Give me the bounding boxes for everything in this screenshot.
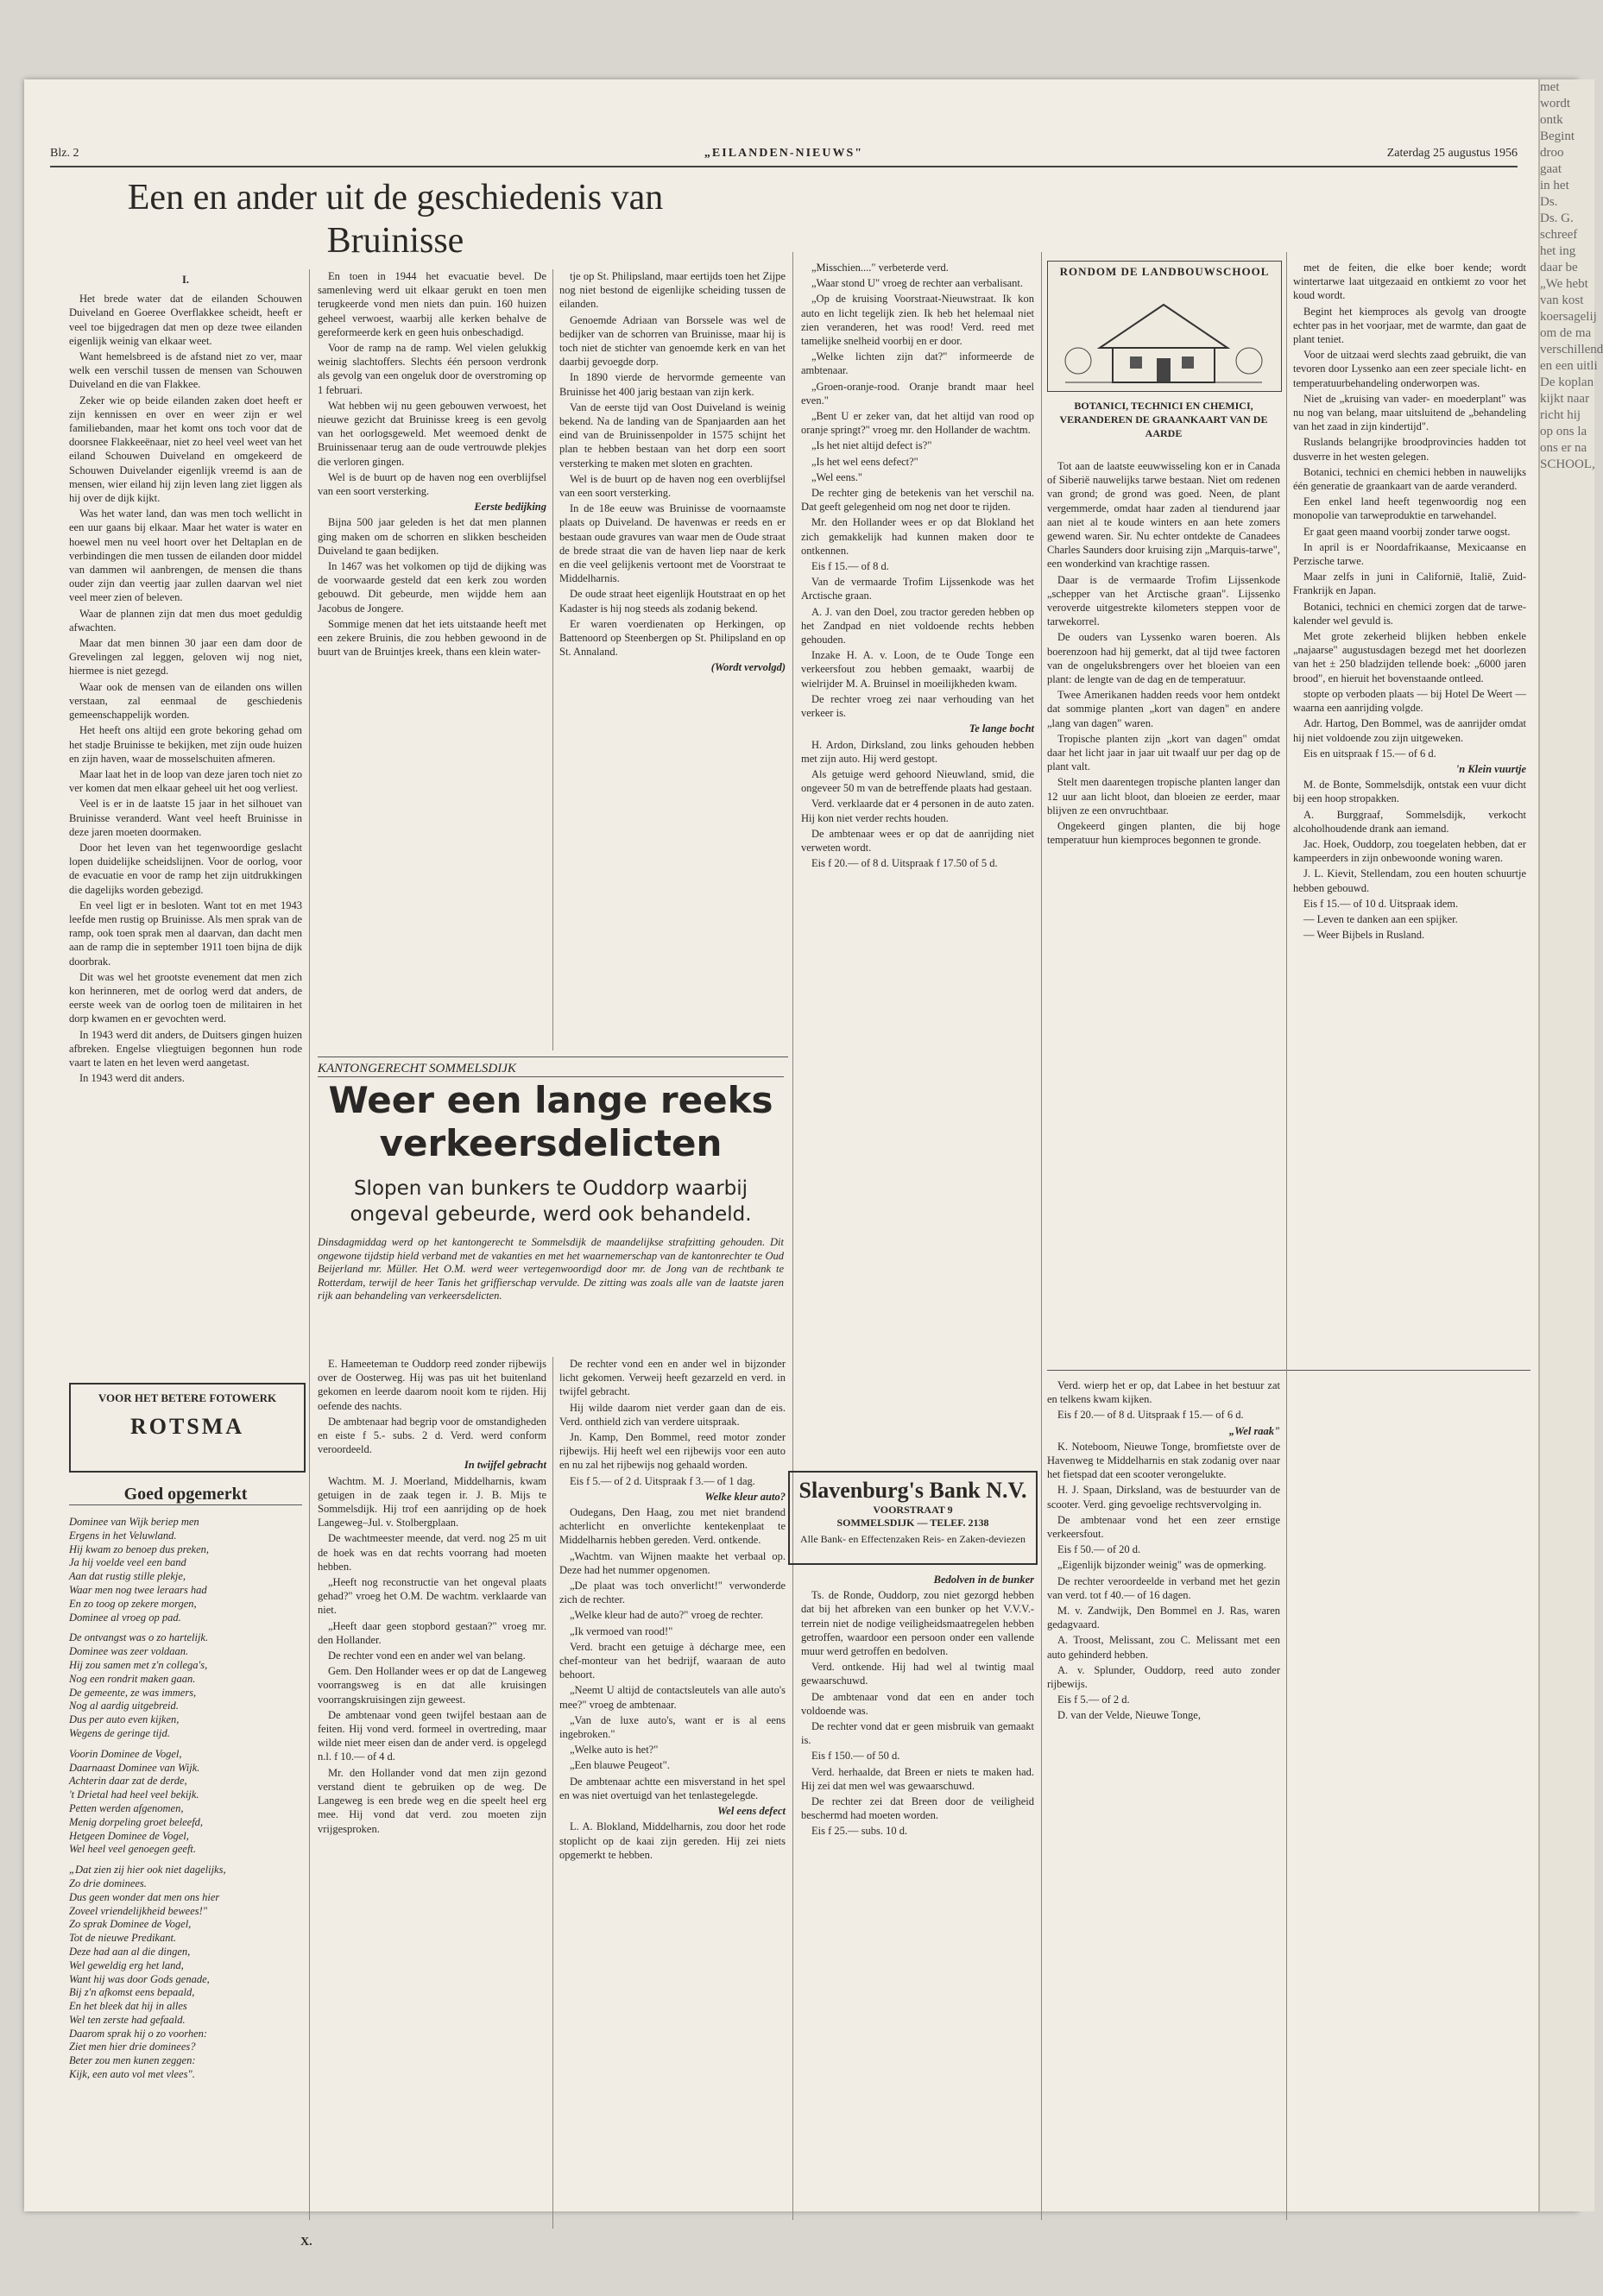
paragraph: Eis f 20.— of 8 d. Uitspraak f 15.— of 6 d. <box>1057 1409 1244 1422</box>
bleed-fragment: De koplan <box>1540 375 1594 389</box>
paragraph: De rechter veroordeelde in verband met het gezin van verd. tot f 40.— of 16 dagen. <box>1047 1574 1280 1601</box>
paragraph: Te lange bocht <box>969 722 1034 735</box>
paragraph: Maar laat het in de loop van deze jaren toch niet zo ver komen dat men elkaar geheel uit het oog verliest. <box>69 767 302 795</box>
paragraph: „Groen-oranje-rood. Oranje brandt maar heel even." <box>801 380 1034 407</box>
paragraph: „Ik vermoed van rood!" <box>570 1624 673 1637</box>
paragraph: De ambtenaar vond het een zeer ernstige verkeersfout. <box>1047 1513 1280 1541</box>
paragraph: In 1890 vierde de hervormde gemeente van Bruinisse het 400 jarig bestaan van zijn kerk. <box>559 371 786 398</box>
column-rule <box>552 269 553 1050</box>
bleed-fragment: ontk <box>1540 113 1563 127</box>
paragraph: H. Ardon, Dirksland, zou links gehouden hebben met zijn auto. Hij werd gestopt. <box>801 738 1034 765</box>
paragraph: Eis en uitspraak f 15.— of 6 d. <box>1303 747 1436 760</box>
paragraph: H. J. Spaan, Dirksland, was de bestuurder van de scooter. Verd. ging gevoelige rechtsvervolging in. <box>1047 1484 1280 1511</box>
paragraph: Eis f 15.— of 8 d. <box>811 560 889 573</box>
column-rule <box>552 1357 553 2229</box>
column-rule <box>792 252 793 2220</box>
bank-name: Slavenburg's Bank N.V. <box>798 1478 1027 1503</box>
paragraph: Genoemde Adriaan van Borssele was wel de bedijker van de schorren van Bruinisse, maar hij is toch niet de stichter van genoemde kerk en van het daarbij gevoegde dorp. <box>559 313 786 369</box>
paragraph: De rechter vond dat er geen misbruik van gemaakt is. <box>801 1720 1034 1747</box>
bleed-fragment: op ons la <box>1540 425 1587 438</box>
paragraph: De ambtenaar achtte een misverstand in het spel en was niet overtuigd van het tenlastegelegde. <box>559 1775 786 1801</box>
paragraph: Botanici, technici en chemici zorgen dat de tarwe-kalender wel gevuld is. <box>1293 600 1526 627</box>
paragraph: „Op de kruising Voorstraat-Nieuwstraat. Ik kon auto en licht tegelijk zien. Ik heb het helemaal niet zien veranderen, het was rood! Verd. reed met tamelijke snelheid voorbij en er door. <box>801 293 1034 348</box>
paragraph: Tropische planten zijn „kort van dagen" omdat daar het licht jaar in jaar uit twaalf uur per dag op de plant valt. <box>1047 732 1280 773</box>
adjacent-page-edge <box>1538 79 1603 2211</box>
paragraph: Sommige menen dat het iets uitstaande heeft met een zekere Bruinis, die zou hebben gewoond in de buurt van de Bruintjes kreek, thans een klein water- <box>318 617 546 659</box>
paragraph: 'n Klein vuurtje <box>1455 762 1526 775</box>
column-rule <box>1286 252 1287 2220</box>
paragraph: Wel eens defect <box>717 1805 786 1818</box>
bleed-fragment: het ing <box>1540 244 1576 258</box>
paragraph: De ambtenaar vond geen twijfel bestaan aan de feiten. Hij vond verd. formeel in overtreding, maar wilde niet meer eisen dan de ander verd. is opgelegd n.l. f 10.— of 4 d. <box>318 1708 546 1763</box>
paragraph: De ouders van Lyssenko waren boeren. Als boerenzoon had hij gemerkt, dat al tijd twee factoren van de ongeluksbrengers over het bloeien van een plant: de lengte van de dag en de temperatuur. <box>1047 631 1280 686</box>
paragraph: Verd. wierp het er op, dat Labee in het bestuur zat en telkens kwam kijken. <box>1047 1379 1280 1406</box>
paragraph: De wachtmeester meende, dat verd. nog 25 m uit de hoek was en dat rechts voorrang had moeten hebben. <box>318 1532 546 1573</box>
headline: Weer een lange reeks verkeersdelicten <box>328 1079 773 1164</box>
paragraph: „Wachtm. van Wijnen maakte het verbaal op. Deze had het nummer opgenomen. <box>559 1549 786 1576</box>
paper-name: „EILANDEN-NIEUWS" <box>704 147 864 160</box>
bleed-fragment: kijkt naar <box>1540 392 1590 406</box>
paragraph: Eis f 20.— of 8 d. Uitspraak f 17.50 of 5 d. <box>811 857 998 870</box>
section-number: I. <box>182 274 189 286</box>
paragraph: Verd. herhaalde, dat Breen er niets te maken had. Hij zei dat men wel was gewaarschuwd. <box>801 1765 1034 1792</box>
paragraph: „Wel raak" <box>1228 1424 1280 1437</box>
bank-phone: TELEF. 2138 <box>930 1517 989 1529</box>
science-col <box>1047 459 1280 1366</box>
rotsma-advert <box>69 1383 306 1473</box>
paragraph: Er waren voerdienaten op Herkingen, op Battenoord op Steenbergen op St. Philipsland en op St. Annaland. <box>559 617 786 659</box>
paragraph: Mr. den Hollander vond dat men zijn gezond verstand dient te gebruiken op de weg. De Langeweg is een brede weg en die speelt heel erg mee. Hij vond dat verd. zou moeten zijn vrijgesproken. <box>318 1766 546 1835</box>
paragraph: Van de vermaarde Trofim Lijssenkode was het Arctische graan. <box>801 576 1034 602</box>
paragraph: Eerste bedijking <box>474 501 546 514</box>
logo-text: RONDOM DE LANDBOUWSCHOOL <box>1059 265 1270 278</box>
paragraph: „Heeft daar geen stopbord gestaan?" vroeg mr. den Hollander. <box>318 1619 546 1646</box>
paragraph: Een enkel land heeft tegenwoordig nog een monopolie van tarweproduktie en tarwehandel. <box>1293 495 1526 522</box>
paragraph: Met grote zekerheid blijken hebben enkele „najaarse" augustusdagen bezegd met het doorlezen van het ± 250 bladzijden tellende boek: „6000 jaren brood", en hieruit het bovenstaande ontleed. <box>1293 630 1526 684</box>
science-headline: BOTANICI, TECHNICI EN CHEMICI, VERANDEREN DE GRAANKAART VAN DE AARDE <box>1059 400 1268 440</box>
poem-title: Goed opgemerkt <box>69 1485 302 1505</box>
bleed-fragment: met <box>1540 80 1560 94</box>
landbouwschool-logo <box>1047 261 1282 392</box>
page-header <box>50 147 1518 167</box>
article-title: Een en ander uit de geschiedenis van Bruinisse <box>127 178 664 261</box>
bleed-fragment: om de ma <box>1540 326 1592 340</box>
paragraph: De rechter zei dat Breen door de veiligheid beschermd had moeten worden. <box>801 1795 1034 1822</box>
article-col-2 <box>318 269 546 1050</box>
bleed-fragment: gaat <box>1540 162 1562 176</box>
paragraph: Begint het kiemproces als gevolg van droogte echter pas in het voorjaar, met de warmte, dan gaat de plant teniet. <box>1293 305 1526 346</box>
paragraph: „Een blauwe Peugeot". <box>570 1759 670 1772</box>
paragraph: „Bent U er zeker van, dat het altijd van rood op oranje springt?" vroeg mr. den Hollander de wachtm. <box>801 410 1034 437</box>
paragraph: „Misschien...." verbeterde verd. <box>811 262 949 274</box>
paragraph: De oude straat heet eigenlijk Houtstraat en op het Kadaster is hij nog steeds als zodanig bekend. <box>559 588 786 615</box>
signature-mark: X. <box>300 2236 312 2249</box>
paragraph: M. de Bonte, Sommelsdijk, ontstak een vuur dicht bij een hoop stropakken. <box>1293 779 1526 805</box>
paragraph: A. Burggraaf, Sommelsdijk, verkocht alcoholhoudende drank aan iemand. <box>1293 808 1526 835</box>
paragraph: De ambtenaar vond dat een en ander toch voldoende was. <box>801 1690 1034 1717</box>
poem-stanza: Voorin Dominee de Vogel, Daarnaast Dominee van Wijk. Achterin daar zat de derde, 't Drietal had heel veel bekijk. Petten werden afgenomen, Menig dorpeling groet beleefd, Hetgeen Dominee de Vogel, Wel heel veel genoegen geeft. <box>69 1747 204 1856</box>
paragraph: De rechter ging de betekenis van het verschil na. Dat geeft gelegenheid om nog net door te rijden. <box>801 487 1034 514</box>
bleed-fragment: in het <box>1540 179 1569 192</box>
paragraph: Niet de „kruising van vader- en moederplant" was nu nog van belang, maar uitsluitend de „behandeling van het zaad in zijn kindertijd". <box>1293 392 1526 433</box>
bleed-fragment: Ds. G. <box>1540 211 1574 225</box>
paragraph: Van de eerste tijd van Oost Duiveland is weinig bekend. Na de landing van de Spanjaarden aan het eind van de Bruinissenpolder in 1575 schijnt het plan te hebben bestaan van het dorp een soort versterking te maken met sloten en grachten. <box>559 401 786 470</box>
paragraph: Verd. verklaarde dat er 4 personen in de auto zaten. Hij kon niet verder rechts houden. <box>801 798 1034 824</box>
bank-tagline: Alle Bank- en Effectenzaken Reis- en Zaken-deviezen <box>800 1533 1026 1545</box>
bleed-fragment: daar be <box>1540 261 1578 274</box>
paragraph: Ongekeerd gingen planten, die bij hoge temperatuur hun kiemproces begonnen te gronde. <box>1047 820 1280 847</box>
paragraph: Voor de uitzaai werd slechts zaad gebruikt, die van tevoren door Lyssenko aan een zeer speciale licht- en temperatuurbehandeling onderworpen was. <box>1293 349 1526 389</box>
paragraph: met de feiten, die elke boer kende; wordt wintertarwe laat uitgezaaid en ontkiemt zo voor het koud wordt. <box>1293 262 1526 302</box>
lead-paragraph: Dinsdagmiddag werd op het kantongerecht te Sommelsdijk de maandelijkse strafzitting gehouden. Dit ongewone tijdstip hield verband met de vakanties en met het waarnemerschap van de kantonrechter te Oud Beijerland mr. Müller. Het O.M. werd weer vertegenwoordigd door mr. de Jong van de rechtbank te Rotterdam, terwijl de heer Tanis het griffierschap vervulde. De zitting was zoals alle van de laatste jaren rijk aan behandeling van verkeersdelicten. <box>318 1236 784 1303</box>
bleed-fragment: verschillend <box>1540 343 1603 356</box>
subheadline: Slopen van bunkers te Ouddorp waarbij ongeval gebeurde, werd ook behandeld. <box>350 1177 752 1226</box>
poem-stanza: De ontvangst was o zo hartelijk. Dominee was zeer voldaan. Hij zou samen met z'n collega's, Nog een rondrit maken gaan. De gemeente, ze was immers, Nog al aardig uitgebreid. Dus per auto even kijken, Wegens de geringe tijd. <box>69 1631 209 1739</box>
paragraph: Botanici, technici en chemici hebben in nauwelijks één generatie de graankaart van de aarde veranderd. <box>1293 465 1526 493</box>
paragraph: Dit was wel het grootste evenement dat men zich kon herinneren, met de oorlog werd dat anders, de eerste week van de oorlog toen de militairen in het dorp kwamen en er gevochten werd. <box>69 970 302 1025</box>
bank-advert: Slavenburg's Bank N.V. VOORSTRAAT 9 SOMMELSDIJK — TELEF. 2138 Alle Bank- en Effectenzaken Reis- en Zaken-deviezen <box>788 1471 1038 1565</box>
paragraph: Het heeft ons altijd een grote bekoring gehad om het stadje Bruinisse te bekijken, met zijn oude huizen en zijn haven, waar de mosselschuiten afmeren. <box>69 724 302 765</box>
bleed-fragment: wordt <box>1540 97 1570 110</box>
paragraph: K. Noteboom, Nieuwe Tonge, bromfietste over de Havenweg te Middelharnis en stak zodanig over naar het fietspad dat een scooter verongelukte. <box>1047 1440 1280 1481</box>
paragraph: E. Hameeteman te Ouddorp reed zonder rijbewijs over de Oosterweg. Hij was pas uit het buitenland gekomen en leerde daarom nooit kom te rijden. Hij oefende des nachts. <box>318 1358 546 1412</box>
paragraph: Eis f 15.— of 10 d. Uitspraak idem. <box>1303 897 1459 910</box>
paragraph: En veel ligt er in besloten. Want tot en met 1943 leefde men rustig op Bruinisse. Als men sprak van de ramp, ook toen sprak men al daarvan, dan dacht men aan de ramp die in september 1911 toen bijna de dijk doorbrak. <box>69 899 302 968</box>
column-rule <box>309 269 310 2220</box>
paragraph: tje op St. Philipsland, maar eertijds toen het Zijpe nog niet bestond de eigenlijke scheiding tussen de eilanden. <box>559 270 786 311</box>
paragraph: — Weer Bijbels in Rusland. <box>1303 929 1425 942</box>
bleed-fragment: schreef <box>1540 228 1578 242</box>
bank-city: SOMMELSDIJK <box>836 1517 915 1529</box>
issue-date: Zaterdag 25 augustus 1956 <box>1386 147 1518 160</box>
paragraph: Welke kleur auto? <box>704 1490 786 1503</box>
paragraph: Inzake H. A. v. Loon, de te Oude Tonge een verkeersfout zou hebben gemaakt, waarbij de wielrijder M. A. Bruinsel in moeilijkheden kwam. <box>801 649 1034 690</box>
paragraph: Want hemelsbreed is de afstand niet zo ver, maar welk een verschil tussen de mensen van Schouwen Duiveland en die van Flakkee. <box>69 350 302 391</box>
paragraph: „Wel eens." <box>811 470 862 483</box>
paragraph: (Wordt vervolgd) <box>710 661 786 674</box>
paragraph: In 1467 was het volkomen op tijd de dijking was de voorwaarde gesteld dat een kerk zou worden gebouwd. Dit gebeurde, men wijdde hem aan Jacobus de Jongere. <box>318 560 546 615</box>
paragraph: De rechter vroeg zei naar verhouding van het verkeer is. <box>801 692 1034 720</box>
paragraph: D. van der Velde, Nieuwe Tonge, <box>1057 1709 1201 1722</box>
bleed-fragment: richt hij <box>1540 408 1581 422</box>
paragraph: Wel is de buurt op de haven nog een overblijfsel van een soort versterking. <box>318 470 546 498</box>
paragraph: Eis f 5.— of 2 d. Uitspraak f 3.— of 1 dag. <box>570 1474 755 1487</box>
paragraph: M. v. Zandwijk, Den Bommel en J. Ras, waren gedagvaard. <box>1047 1605 1280 1631</box>
farmhouse-icon <box>1048 279 1279 391</box>
paragraph: Wachtm. M. J. Moerland, Middelharnis, kwam getuigen in de zaak tegen ir. J. B. Mijs te Sommelsdijk. Hij trof een aanrijding op de hoek Langeweg–Jul. v. Stolbergplaan. <box>318 1474 546 1530</box>
paragraph: Hij wilde daarom niet verder gaan dan de eis. Verd. onthield zich van verdere uitspraak. <box>559 1401 786 1428</box>
paragraph: „Waar stond U" vroeg de rechter aan verbalisant. <box>811 277 1023 290</box>
advert-name: ROTSMA <box>129 1414 245 1439</box>
poem-stanza: Dominee van Wijk beriep men Ergens in het Veluwland. Hij kwam zo benoep dus preken, Ja hij voelde veel een band Aan dat rustig stille plekje, Waar men nog twee leraars had En zo toog op zekere morgen, Dominee al vroeg op pad. <box>69 1516 210 1624</box>
paragraph: „Heeft nog reconstructie van het ongeval plaats gehad?" vroeg het O.M. De wachtm. verklaarde van niet. <box>318 1576 546 1617</box>
poem-stanza: „Dat zien zij hier ook niet dagelijks, Zo drie dominees. Dus geen wonder dat men ons hier Zoveel vriendelijkheid bewees!" Zo sprak Dominee de Vogel, Tot de nieuwe Predikant. Deze had aan al die dingen, Wel geweldig erg het land, Want hij was door Gods genade, Bij z'n afkomst eens bepaald, En het bleek dat hij in alles Wel ten zerste had gefaald. Daarom sprak hij o zo voorhen: Ziet men hier drie dominees? Beter zou men kunen zeggen: Kijk, een auto vol met vlees". <box>69 1864 226 2081</box>
paragraph: In 1943 werd dit anders, de Duitsers gingen huizen afbreken. Engelse vliegtuigen begonnen hun rode vaart te laten en het leven werd aangetast. <box>69 1028 302 1069</box>
paragraph: „Eigenlijk bijzonder weinig" was de opmerking. <box>1057 1559 1266 1572</box>
paragraph: In twijfel gebracht <box>464 1459 546 1472</box>
article-col-1 <box>69 269 302 1370</box>
bleed-fragment: droo <box>1540 146 1564 160</box>
paragraph: Wel is de buurt op de haven nog een overblijfsel van een soort versterking. <box>559 472 786 500</box>
paragraph: Maar dat men binnen 30 jaar een dam door de Grevelingen zal leggen, geloven wij nog niet, hiermee is niet gezegd. <box>69 637 302 678</box>
column-rule <box>1041 252 1042 2220</box>
paragraph: Zeker wie op beide eilanden zaken doet heeft er zijn kennissen en over en weer zijn er wel familiebanden, maar het komt ons toch voor dat de doorsnee Flakkeeënaar, niet zo heel veel weet van het eiland Schouwen Duiveland en omgekeerd de Schouwen Duivelander eigenlijk vreemd is aan de mensen, wier eiland hij zijn leven lang ziet liggen als hij over de dijk kijkt. <box>69 394 302 505</box>
paragraph: De rechter vond een en ander wel in bijzonder licht gekomen. Verweij heeft gezarzeld en verd. in twijfel gebracht. <box>559 1358 786 1398</box>
paragraph: De ambtenaar had begrip voor de omstandigheden en eiste f 5.- subs. 2 d. Verd. werd conform veroordeeld. <box>318 1415 546 1456</box>
bank-address: VOORSTRAAT 9 <box>873 1504 953 1516</box>
advert-tagline: VOOR HET BETERE FOTOWERK <box>98 1391 277 1404</box>
bleed-fragment: van kost <box>1540 293 1584 307</box>
paragraph: En toen in 1944 het evacuatie bevel. De samenleving werd uit elkaar gerukt en toen men terugkeerde vond men niets dan puin. 160 huizen geheel verwoest, waarbij alle kerken behalve de gereformeerde kerk en geen huis onbeschadigd. <box>318 270 546 338</box>
bleed-fragment: Ds. <box>1540 195 1558 209</box>
paragraph: Jac. Hoek, Ouddorp, zou toegelaten hebben, dat er kampeerders in zijn onbewoonde woning waren. <box>1293 837 1526 865</box>
bleed-fragment: ons er na <box>1540 441 1587 455</box>
paragraph: Ruslands belangrijke broodprovincies hadden tot dusverre in het westen gelegen. <box>1293 436 1526 463</box>
paragraph: In april is er Noordafrikaanse, Mexicaanse en Perzische tarwe. <box>1293 540 1526 568</box>
paragraph: Jn. Kamp, Den Bommel, reed motor zonder rijbewijs. Hij heeft wel een rijbewijs voor een auto en nu zal het rijbewijs nog gehaald worden. <box>559 1431 786 1472</box>
bleed-fragment: koersagelij <box>1540 310 1597 324</box>
paragraph: Mr. den Hollander wees er op dat Blokland het zich gemakkelijk had kunnen maken door te ontkennen. <box>801 516 1034 557</box>
paragraph: Eis f 150.— of 50 d. <box>811 1750 900 1763</box>
paragraph: Bedolven in de bunker <box>933 1574 1034 1586</box>
paragraph: Eis f 5.— of 2 d. <box>1057 1694 1130 1706</box>
bleed-fragment: „We hebt <box>1540 277 1588 291</box>
bleed-fragment: en een uitli <box>1540 359 1598 373</box>
section-label: KANTONGERECHT SOMMELSDIJK <box>318 1062 784 1077</box>
paragraph: Daar is de vermaarde Trofim Lijssenkode „schepper van het Arctische graan". Lijssenko veroverde uitgestrekte kilometers steppen voor de tarwekorrel. <box>1047 573 1280 628</box>
paragraph: Gem. Den Hollander wees er op dat de Langeweg voorrangsweg is en dat alle kruisingen voorrangskruisingen zijn geweest. <box>318 1665 546 1706</box>
paragraph: Verd. ontkende. Hij had wel al twintig maal gewaarschuwd. <box>801 1661 1034 1687</box>
paragraph: A. Troost, Melissant, zou C. Melissant met een auto gehinderd hebben. <box>1047 1634 1280 1661</box>
page-number: Blz. 2 <box>50 147 79 160</box>
paragraph: Wat hebben wij nu geen gebouwen verwoest, het nieuwe gezicht dat Bruinisse kreeg is een gevolg van het oorlogsgeweld. Met weemoed denkt de Bruinissenaar terug aan de oude vertrouwde plekjes die verloren gingen. <box>318 399 546 468</box>
paragraph: Oudegans, Den Haag, zou met niet brandend achterlicht en onverlichte kentekenplaat te Middelharnis hebben gereden. Verd. ontkende. <box>559 1506 786 1547</box>
paragraph: Was het water land, dan was men toch wellicht in een uur gaans bij elkaar. Maar het water is water en hoewel men nu veel hoort over het Deltaplan en de verbindingen die men tussen de eilanden door middel van dammen wil aanbrengen, de mensen die thans ouder zijn dan veertig jaar zullen daarvan wel niet veel meer zien of beleven. <box>69 508 302 604</box>
court-col-d <box>801 1573 1034 2229</box>
paragraph: Door het leven van het tegenwoordige geslacht lopen duidelijke scheidslijnen. Voor de oorlog, voor de evacuatie en voor de ramp het zijn uitdrukkingen die dagelijks worden gebezigd. <box>69 841 302 896</box>
paragraph: „Is het niet altijd defect is?" <box>811 439 932 452</box>
paragraph: In 1943 werd dit anders. <box>79 1072 185 1085</box>
paragraph: Voor de ramp na de ramp. Wel vielen gelukkig weinig slachtoffers. Slechts één persoon verdronk als gevolg van een ongeluk door de overstroming op 1 februari. <box>318 342 546 396</box>
paragraph: Ts. de Ronde, Ouddorp, zou niet gezorgd hebben dat bij het afbreken van een bunker op het V.V.V.-terrein niet de nodige veiligheidsmaatregelen hebben getroffen, waardoor een persoon onder een vallende muur werd getroffen en bedolven. <box>801 1589 1034 1658</box>
paragraph: „Welke auto is het?" <box>570 1744 659 1757</box>
bleed-fragment: SCHOOL, <box>1540 457 1595 471</box>
paragraph: Als getuige werd gehoord Nieuwland, smid, die ongeveer 50 m van de betreffende plaats had gestaan. <box>801 767 1034 795</box>
paragraph: „De plaat was toch onverlicht!" verwonderde zich de rechter. <box>559 1580 786 1606</box>
paragraph: J. L. Kievit, Stellendam, zou een houten schuurtje hebben gebouwd. <box>1293 867 1526 894</box>
paragraph: De rechter vond een en ander wel van belang. <box>328 1649 526 1662</box>
paragraph: Adr. Hartog, Den Bommel, was de aanrijder omdat hij niet voldoende zou zijn uitgeweken. <box>1293 717 1526 744</box>
paragraph: Stelt men daarentegen tropische planten langer dan 12 uur aan licht bloot, dan bloeien ze eerder, maar blijven ze een onvruchtbaar. <box>1047 776 1280 817</box>
paragraph: A. v. Splunder, Ouddorp, reed auto zonder rijbewijs. <box>1047 1663 1280 1691</box>
paragraph: Eis f 25.— subs. 10 d. <box>811 1825 908 1838</box>
paragraph: Twee Amerikanen hadden reeds voor hem ontdekt dat sommige planten „kort van dagen" en andere „lang van dagen" waren. <box>1047 689 1280 729</box>
paragraph: „Welke kleur had de auto?" vroeg de rechter. <box>570 1609 764 1622</box>
paragraph: Het brede water dat de eilanden Schouwen Duiveland en Goeree Overflakkee scheidt, heeft er veel toe bijgedragen dat men op deze twee eilanden eigenlijk weinig van elkaar weet. <box>69 293 302 347</box>
article-col-3 <box>559 269 786 1050</box>
paragraph: Maar zelfs in juni in Californië, Italië, Zuid-Frankrijk en Japan. <box>1293 571 1526 597</box>
paragraph: Eis f 50.— of 20 d. <box>1057 1543 1141 1556</box>
bleed-fragment: Begint <box>1540 129 1575 143</box>
court-col-a <box>318 1357 546 2229</box>
poem-body <box>69 1516 302 2089</box>
paragraph: Waar ook de mensen van de eilanden ons willen verstaan, zal eenmaal de geschiedenis gemeenschappelijk worden. <box>69 680 302 722</box>
science-col-2 <box>1293 261 1526 2229</box>
paragraph: A. J. van den Doel, zou tractor gereden hebben op het Zandpad en niet voldoende rechts hebben gehouden. <box>801 605 1034 647</box>
paragraph: Bijna 500 jaar geleden is het dat men plannen ging maken om de schorren en slikken bescheiden Duiveland te gaan bedijken. <box>318 516 546 557</box>
paragraph: stopte op verboden plaats — bij Hotel De Weert — waarna een aanrijding volgde. <box>1293 687 1526 715</box>
paragraph: L. A. Blokland, Middelharnis, zou door het rode stoplicht op de kaai zijn gereden. Hij zei niets opgemerkt te hebben. <box>559 1820 786 1861</box>
paragraph: Er gaat geen maand voorbij zonder tarwe oogst. <box>1303 525 1511 538</box>
paragraph: „Welke lichten zijn dat?" informeerde de ambtenaar. <box>801 350 1034 377</box>
court-col-e <box>1047 1378 1280 2229</box>
court-col-c <box>801 261 1034 1460</box>
paragraph: Veel is er in de laatste 15 jaar in het silhouet van Bruinisse veranderd. Want veel heeft Bruinisse in deze jaren moeten doormaken. <box>69 798 302 838</box>
paragraph: Tot aan de laatste eeuwwisseling kon er in Canada of Siberië nauwelijks tarwe bestaan. Niet om redenen van grond; de grond was goed. Neen, de plant vergemmerde, omdat haar zaden al tiendurend jaar aan niet al te koude winters en aan hete zomers gewend waren. Sir. Nu echter ontdekte de Canadees Charles Saunders door kruising zijn „Marquis-tarwe", een wonderkind van krachtige rassen. <box>1047 460 1280 571</box>
paragraph: „Van de luxe auto's, want er is al eens ingebroken." <box>559 1713 786 1741</box>
paragraph: De ambtenaar wees er op dat de aanrijding niet verweten wordt. <box>801 827 1034 854</box>
paragraph: „Is het wel eens defect?" <box>811 455 918 468</box>
paragraph: Verd. bracht een getuige à décharge mee, een chef-monteur van het bedrijf, waaraan de auto behoort. <box>559 1640 786 1681</box>
court-col-b <box>559 1357 786 2229</box>
paragraph: In de 18e eeuw was Bruinisse de voornaamste plaats op Duiveland. De havenwas er reeds en er bestaan oude gravures van waar men de Oude straat de brede straat die van de haven liep naar de kerk en die veel gelijkenis vertoont met de Voorstraat te Middelharnis. <box>559 502 786 585</box>
paragraph: „Neemt U altijd de contactsleutels van alle auto's mee?" vroeg de ambtenaar. <box>559 1684 786 1711</box>
paragraph: Waar de plannen zijn dat men dus moet geduldig afwachten. <box>69 607 302 634</box>
paragraph: — Leven te danken aan een spijker. <box>1303 912 1458 925</box>
newspaper-page <box>24 79 1578 2249</box>
